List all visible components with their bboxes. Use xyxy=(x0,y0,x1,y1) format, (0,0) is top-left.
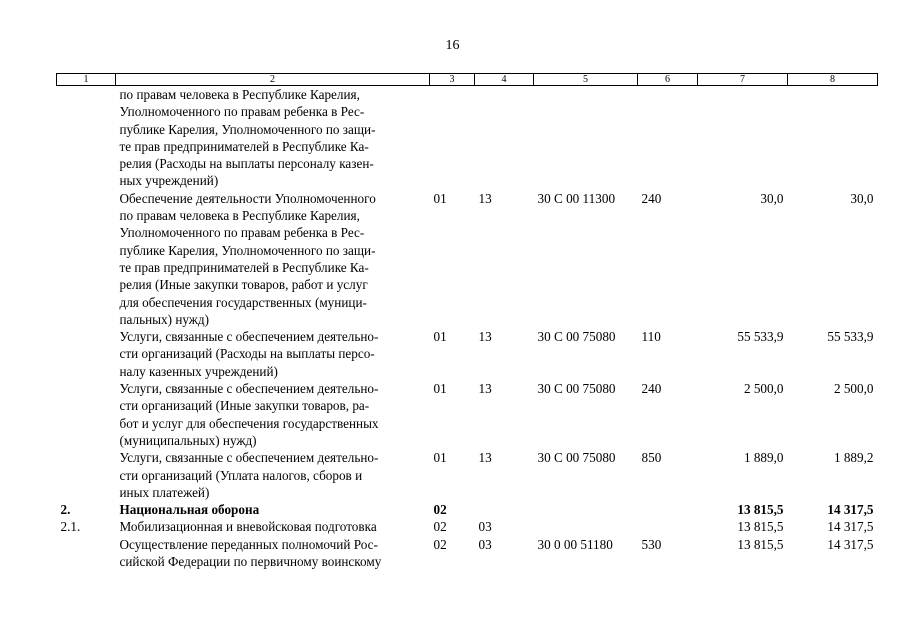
description-line: Уполномоченного по правам ребенка в Рес- xyxy=(119,104,365,120)
section-code-cell: 02 xyxy=(433,502,447,518)
target-article-cell xyxy=(534,86,638,190)
description-line: ных учреждений) xyxy=(119,173,219,189)
section-code-cell: 01 xyxy=(433,329,447,345)
section-code-cell: 02 xyxy=(433,519,447,535)
amount-year2-cell: 14 317,5 xyxy=(827,536,874,552)
amount-year1-cell: 2 500,0 xyxy=(743,381,784,397)
expense-type-cell: 240 xyxy=(641,381,662,397)
amount-year2-cell: 14 317,5 xyxy=(827,502,874,518)
amount-year2-cell: 1 889,2 xyxy=(833,450,874,466)
header-cell-5: 5 xyxy=(534,74,638,86)
header-cell-3: 3 xyxy=(430,74,475,86)
table-row xyxy=(57,501,878,518)
expense-type-cell xyxy=(638,518,698,535)
table-row xyxy=(57,380,878,449)
description-line: Осуществление переданных полномочий Рос- xyxy=(119,536,378,552)
subsection-code-cell: 13 xyxy=(478,329,492,345)
description-line: налу казенных учреждений) xyxy=(119,363,278,379)
table-row xyxy=(57,536,878,571)
description-line: по правам человека в Республике Карелия, xyxy=(119,208,360,224)
table-row xyxy=(57,449,878,501)
description-cell xyxy=(116,449,430,501)
row-number-cell xyxy=(57,536,116,571)
expense-type-cell: 240 xyxy=(641,190,662,206)
row-number-cell xyxy=(57,190,116,328)
description-line: для обеспечения государственных (муници- xyxy=(119,294,367,310)
description-line: (муниципальных) нужд) xyxy=(119,432,257,448)
amount-year1-cell: 13 815,5 xyxy=(737,502,784,518)
header-cell-6: 6 xyxy=(638,74,698,86)
row-number-cell xyxy=(57,328,116,380)
description-cell xyxy=(116,380,430,449)
amount-year1-cell: 55 533,9 xyxy=(737,329,784,345)
amount-year2-cell xyxy=(788,86,878,190)
description-line: релия (Расходы на выплаты персоналу казен- xyxy=(119,156,374,172)
description-line: сти организаций (Иные закупки товаров, ра- xyxy=(119,398,370,414)
description-cell xyxy=(116,86,430,190)
description-line: Национальная оборона xyxy=(119,502,260,518)
subsection-code-cell xyxy=(475,86,534,190)
section-code-cell: 01 xyxy=(433,190,447,206)
description-line: бот и услуг для обеспечения государственных xyxy=(119,415,379,431)
section-code-cell: 02 xyxy=(433,536,447,552)
target-article-cell: 30 0 00 51180 xyxy=(537,536,613,552)
description-line: те прав предпринимателей в Республике Ка- xyxy=(119,259,369,275)
table-row xyxy=(57,86,878,190)
header-cell-8: 8 xyxy=(788,74,878,86)
expense-type-cell: 530 xyxy=(641,536,662,552)
amount-year2-cell: 30,0 xyxy=(850,190,874,206)
row-number-cell: 2. xyxy=(60,502,71,518)
description-cell xyxy=(116,536,430,571)
target-article-cell xyxy=(534,501,638,518)
section-code-cell: 01 xyxy=(433,450,447,466)
target-article-cell: 30 С 00 75080 xyxy=(537,381,616,397)
subsection-code-cell: 03 xyxy=(478,519,492,535)
amount-year1-cell: 13 815,5 xyxy=(737,519,784,535)
row-number-cell xyxy=(57,380,116,449)
section-code-cell: 01 xyxy=(433,381,447,397)
amount-year1-cell: 1 889,0 xyxy=(743,450,784,466)
description-cell xyxy=(116,518,430,535)
header-cell-7: 7 xyxy=(698,74,788,86)
description-line: те прав предпринимателей в Республике Ка- xyxy=(119,138,369,154)
row-number-cell xyxy=(57,449,116,501)
subsection-code-cell: 13 xyxy=(478,381,492,397)
row-number-cell: 2.1. xyxy=(60,519,81,535)
amount-year2-cell: 55 533,9 xyxy=(827,329,874,345)
header-cell-4: 4 xyxy=(475,74,534,86)
expense-type-cell xyxy=(638,501,698,518)
description-line: Мобилизационная и вневойсковая подготовка xyxy=(119,519,377,535)
description-line: Услуги, связанные с обеспечением деятельно- xyxy=(119,329,379,345)
target-article-cell: 30 С 00 11300 xyxy=(537,190,616,206)
description-line: Услуги, связанные с обеспечением деятельно- xyxy=(119,381,379,397)
amount-year2-cell: 14 317,5 xyxy=(827,519,874,535)
budget-table xyxy=(56,73,878,570)
subsection-code-cell xyxy=(475,501,534,518)
row-number-cell xyxy=(57,86,116,190)
description-cell xyxy=(116,190,430,328)
description-line: публике Карелия, Уполномоченного по защи- xyxy=(119,121,376,137)
table-header-row xyxy=(57,74,878,86)
description-line: релия (Иные закупки товаров, работ и услуг xyxy=(119,277,368,293)
description-line: иных платежей) xyxy=(119,484,210,500)
description-line: по правам человека в Республике Карелия, xyxy=(119,87,360,102)
description-line: сти организаций (Уплата налогов, сборов и xyxy=(119,467,363,483)
description-cell xyxy=(116,501,430,518)
page-number: 16 xyxy=(445,38,460,53)
amount-year1-cell: 13 815,5 xyxy=(737,536,784,552)
description-line: публике Карелия, Уполномоченного по защи- xyxy=(119,242,376,258)
expense-type-cell: 110 xyxy=(641,329,661,345)
description-line: Обеспечение деятельности Уполномоченного xyxy=(119,190,376,206)
table-row xyxy=(57,518,878,535)
table-row xyxy=(57,328,878,380)
amount-year2-cell: 2 500,0 xyxy=(833,381,874,397)
description-line: Услуги, связанные с обеспечением деятельно- xyxy=(119,450,379,466)
expense-type-cell xyxy=(638,86,698,190)
description-cell xyxy=(116,328,430,380)
header-cell-2: 2 xyxy=(116,74,430,86)
amount-year1-cell: 30,0 xyxy=(760,190,784,206)
section-code-cell xyxy=(430,86,475,190)
target-article-cell xyxy=(534,518,638,535)
target-article-cell: 30 С 00 75080 xyxy=(537,329,616,345)
table-row xyxy=(57,190,878,328)
description-line: сти организаций (Расходы на выплаты персо- xyxy=(119,346,375,362)
expense-type-cell: 850 xyxy=(641,450,662,466)
description-line: Уполномоченного по правам ребенка в Рес- xyxy=(119,225,365,241)
description-line: пальных) нужд) xyxy=(119,311,210,327)
description-line: сийской Федерации по первичному воинскому xyxy=(119,554,382,570)
amount-year1-cell xyxy=(698,86,788,190)
target-article-cell: 30 С 00 75080 xyxy=(537,450,616,466)
header-cell-1: 1 xyxy=(57,74,116,86)
subsection-code-cell: 13 xyxy=(478,450,492,466)
subsection-code-cell: 03 xyxy=(478,536,492,552)
subsection-code-cell: 13 xyxy=(478,190,492,206)
